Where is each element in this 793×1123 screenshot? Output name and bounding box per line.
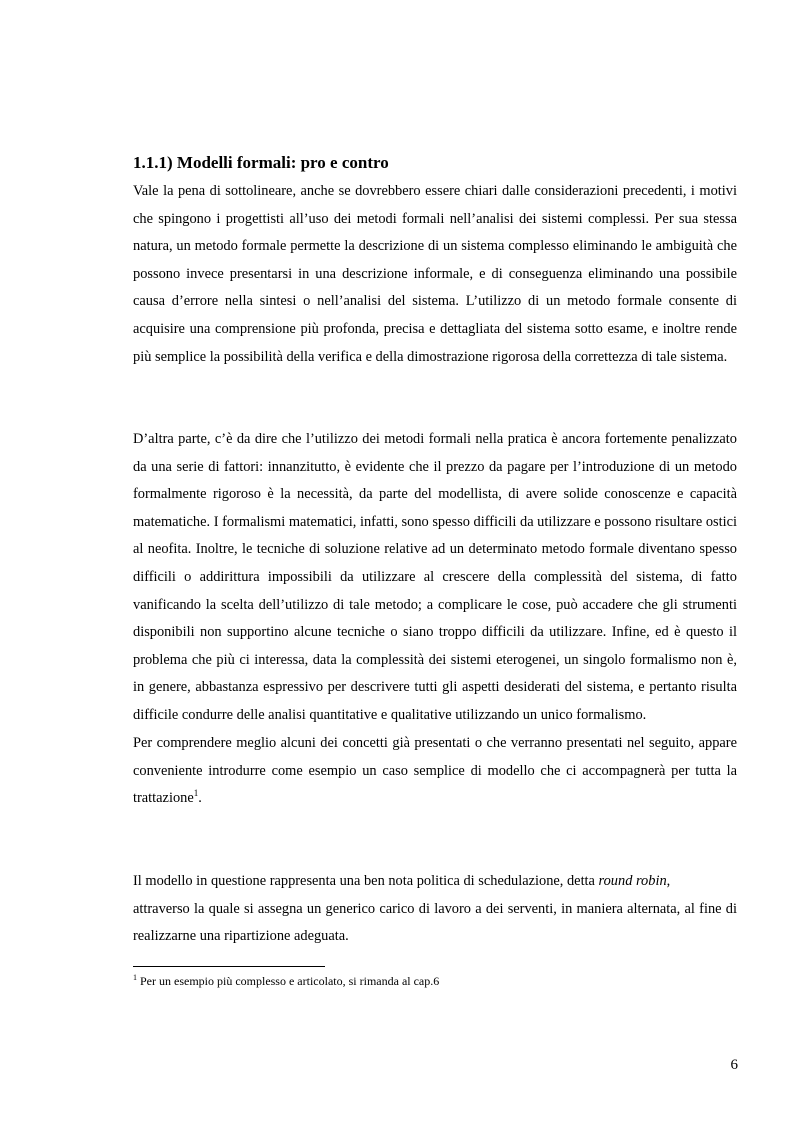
paragraph-round-robin: [133, 868, 737, 951]
paragraph-round-robin-first-line: [133, 868, 737, 896]
paragraph-round-robin-start: Il modello in questione rappresenta una ben nota politica di schedulazione, detta: [133, 873, 599, 889]
footnote: [133, 973, 737, 989]
paragraph-example-intro: [133, 730, 737, 813]
footnote-mark: 1: [133, 973, 137, 982]
paragraph-formal-methods-advantages: Vale la pena di sottolineare, anche se dovrebbero essere chiari dalle considerazioni precedenti, i motivi che spingono i progettisti all’uso dei metodi formali nell’analisi dei sistemi complessi. Per sua stessa natura, un metodo formale permette la descrizione di un sistema complesso eliminando le ambiguità che possono invece presentarsi in una descrizione informale, e di conseguenza eliminando una possibile causa d’errore nella sintesi o nell’analisi del sistema. L’utilizzo di un metodo formale consente di acquisire una comprensione più profonda, precisa e dettagliata del sistema sotto esame, e inoltre rende più semplice la possibilità della verifica e della dimostrazione rigorosa della correttezza di tale sistema.: [133, 183, 737, 365]
paragraph-example-intro-text: Per comprendere meglio alcuni dei concetti già presentati o che verranno presentati nel seguito, appare conveniente introdurre come esempio un caso semplice di modello che ci accompagnerà per tutta la trattazione: [133, 735, 737, 807]
footnote-reference[interactable]: 1: [193, 788, 199, 799]
footnote-text: Per un esempio più complesso e articolato, si rimanda al cap.6: [137, 974, 440, 988]
paragraph-example-intro-end: .: [198, 790, 202, 807]
round-robin-term: round robin: [598, 873, 667, 889]
section-heading: 1.1.1) Modelli formali: pro e contro: [133, 153, 389, 172]
footnote-divider: [133, 966, 325, 967]
paragraph-round-robin-rest: attraverso la quale si assegna un generico carico di lavoro a dei serventi, in maniera alternata, al fine di realizzarne una ripartizione adeguata.: [133, 900, 737, 945]
page-number: 6: [730, 1057, 738, 1073]
paragraph-formal-methods-drawbacks: D’altra parte, c’è da dire che l’utilizzo dei metodi formali nella pratica è ancora fortemente penalizzato da una serie di fattori: innanzitutto, è evidente che il prezzo da pagare per l’introduzione di un metodo formalmente rigoroso è la necessità, da parte del modellista, di avere solide conoscenze e capacità matematiche. I formalismi matematici, infatti, sono spesso difficili da utilizzare e possono risultare ostici al neofita. Inoltre, le tecniche di soluzione relative ad un determinato metodo formale diventano spesso difficili o addirittura impossibili da utilizzare al crescere della complessità del sistema, di fatto vanificando la scelta dell’utilizzo di tale metodo; a complicare le cose, può accadere che gli strumenti disponibili non supportino alcune tecniche o siano troppo difficili da utilizzare. Infine, ed è questo il problema che più ci interessa, data la complessità dei sistemi eterogenei, un singolo formalismo non è, in genere, abbastanza espressivo per descrivere tutti gli aspetti desiderati del sistema, e pertanto risulta difficile condurre delle analisi quantitative e qualitative utilizzando un unico formalismo.: [133, 431, 737, 723]
paragraph-round-robin-comma: ,: [666, 873, 671, 889]
